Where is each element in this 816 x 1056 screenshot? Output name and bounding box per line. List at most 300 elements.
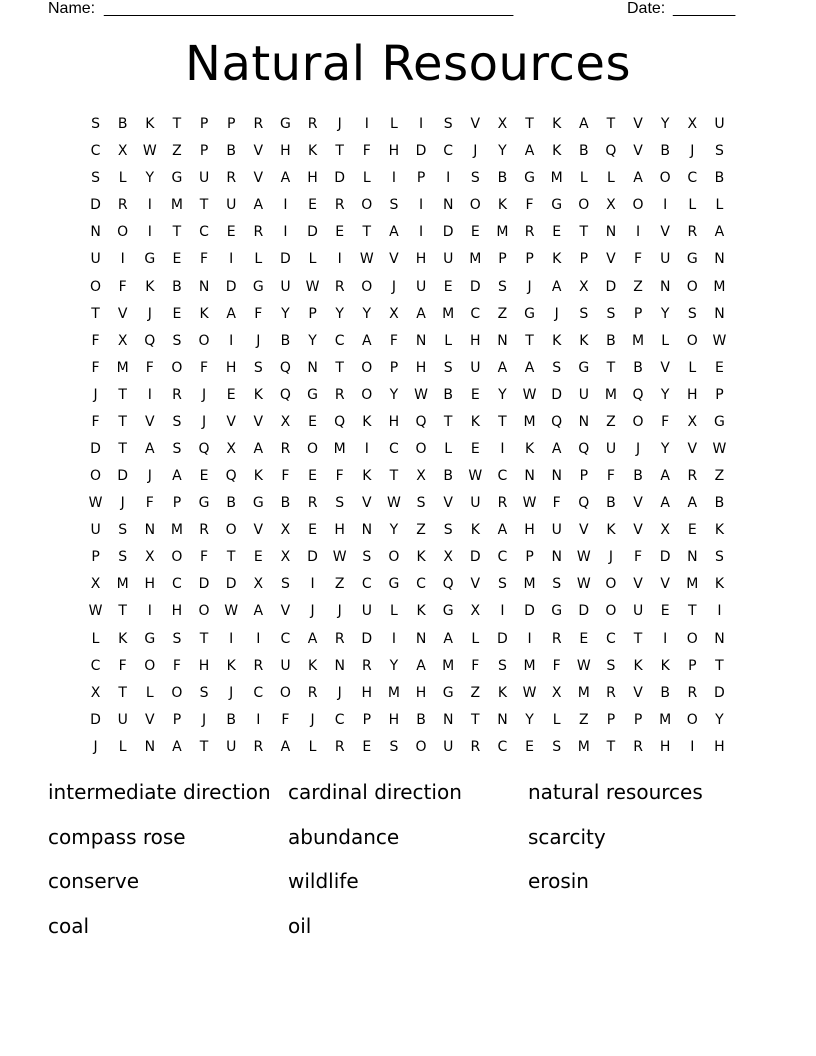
grid-letter: S: [335, 495, 345, 512]
grid-letter: E: [660, 603, 670, 620]
grid-letter: L: [308, 738, 317, 755]
grid-letter: O: [198, 332, 210, 349]
grid-letter: S: [606, 657, 616, 674]
grid-letter: Q: [415, 413, 427, 430]
grid-letter: S: [443, 359, 453, 376]
grid-letter: G: [307, 386, 318, 403]
grid-letter: J: [229, 684, 234, 701]
grid-letter: L: [552, 711, 561, 728]
grid-letter: Q: [551, 413, 563, 430]
grid-letter: C: [497, 549, 508, 566]
grid-letter: T: [525, 116, 534, 133]
grid-letter: L: [362, 170, 371, 187]
grid-letter: Q: [144, 332, 156, 349]
grid-letter: Z: [497, 305, 508, 322]
grid-letter: V: [470, 576, 481, 593]
grid-letter: X: [280, 522, 291, 539]
grid-letter: A: [172, 468, 182, 485]
grid-letter: N: [659, 278, 671, 295]
grid-letter: W: [88, 603, 103, 620]
grid-letter: J: [608, 549, 613, 566]
grid-letter: C: [280, 630, 291, 647]
grid-letter: I: [418, 116, 424, 133]
grid-letter: T: [606, 359, 616, 376]
grid-letter: M: [442, 657, 455, 674]
grid-letter: U: [198, 170, 210, 187]
grid-letter: I: [147, 603, 152, 620]
grid-letter: E: [362, 738, 372, 755]
grid-letter: X: [90, 684, 101, 701]
grid-letter: G: [524, 305, 535, 322]
grid-letter: K: [470, 522, 480, 539]
grid-row: [82, 463, 733, 490]
grid-letter: S: [579, 305, 589, 322]
grid-row: [82, 301, 733, 328]
grid-letter: N: [551, 549, 562, 566]
grid-letter: F: [91, 413, 100, 430]
grid-letter: M: [713, 278, 726, 295]
word-list-item: coal: [48, 913, 90, 938]
grid-letter: G: [551, 603, 563, 620]
grid-letter: Y: [660, 116, 670, 133]
grid-letter: I: [256, 630, 261, 647]
grid-letter: I: [391, 630, 396, 647]
grid-letter: S: [389, 738, 399, 755]
grid-letter: X: [389, 305, 399, 322]
grid-letter: E: [687, 522, 697, 539]
grid-letter: I: [256, 711, 261, 728]
grid-letter: L: [688, 359, 697, 376]
grid-letter: S: [118, 522, 128, 539]
grid-letter: D: [225, 576, 237, 593]
word-list-item: intermediate direction: [48, 780, 271, 804]
grid-letter: H: [280, 143, 291, 160]
grid-letter: W: [359, 251, 374, 268]
grid-row: [82, 246, 733, 273]
grid-letter: T: [443, 413, 453, 430]
grid-letter: X: [280, 549, 291, 566]
grid-letter: N: [334, 657, 345, 674]
grid-letter: Q: [578, 495, 590, 512]
grid-letter: F: [471, 657, 480, 674]
grid-letter: V: [633, 143, 643, 160]
grid-letter: O: [225, 522, 237, 539]
grid-letter: H: [334, 522, 345, 539]
grid-letter: A: [416, 305, 426, 322]
grid-letter: Y: [362, 305, 372, 322]
grid-letter: Z: [606, 413, 616, 430]
grid-letter: K: [253, 386, 263, 403]
grid-letter: M: [116, 359, 129, 376]
grid-letter: E: [525, 738, 534, 755]
grid-letter: C: [90, 657, 101, 674]
grid-letter: X: [117, 332, 128, 349]
grid-letter: G: [524, 170, 535, 187]
grid-letter: K: [199, 305, 209, 322]
grid-letter: A: [362, 332, 372, 349]
grid-letter: M: [523, 413, 536, 430]
grid-letter: A: [660, 495, 670, 512]
grid-letter: F: [200, 549, 209, 566]
grid-row: [82, 734, 733, 761]
grid-letter: P: [308, 305, 317, 322]
grid-letter: N: [361, 522, 373, 539]
grid-letter: Y: [715, 711, 724, 728]
grid-letter: V: [660, 576, 670, 593]
grid-letter: L: [308, 251, 317, 268]
grid-letter: B: [280, 332, 291, 349]
grid-letter: C: [497, 738, 508, 755]
grid-letter: B: [660, 684, 670, 701]
grid-row: [82, 111, 733, 138]
word-list-item: compass rose: [48, 824, 186, 849]
grid-letter: G: [442, 684, 454, 701]
grid-letter: N: [578, 413, 590, 430]
grid-row: [82, 165, 733, 192]
grid-letter: P: [199, 143, 209, 160]
grid-letter: V: [633, 495, 643, 512]
grid-letter: I: [147, 386, 152, 403]
grid-letter: B: [280, 495, 291, 512]
grid-letter: P: [688, 657, 697, 674]
date-label: Date:: [627, 0, 666, 17]
grid-letter: A: [389, 224, 399, 241]
grid-letter: B: [416, 711, 426, 728]
grid-letter: S: [91, 170, 100, 187]
grid-letter: V: [443, 495, 453, 512]
grid-letter: Q: [578, 440, 590, 457]
grid-letter: V: [579, 522, 589, 539]
grid-letter: X: [497, 116, 508, 133]
grid-letter: S: [280, 576, 290, 593]
grid-letter: R: [470, 738, 481, 755]
grid-row: [82, 598, 733, 625]
grid-letter: O: [117, 224, 129, 241]
grid-letter: K: [714, 576, 725, 593]
grid-letter: L: [390, 116, 398, 133]
grid-letter: I: [283, 224, 288, 241]
grid-letter: H: [415, 251, 427, 268]
grid-letter: I: [147, 197, 152, 214]
grid-row: [82, 192, 733, 219]
grid-letter: R: [334, 278, 345, 295]
grid-letter: O: [605, 603, 617, 620]
grid-letter: O: [279, 684, 291, 701]
grid-letter: U: [90, 251, 101, 268]
grid-letter: K: [416, 603, 426, 620]
grid-letter: T: [118, 413, 127, 430]
grid-letter: L: [607, 170, 615, 187]
grid-letter: W: [576, 576, 591, 593]
grid-letter: M: [604, 386, 617, 403]
grid-letter: W: [142, 143, 157, 160]
grid-letter: J: [310, 711, 315, 728]
grid-letter: F: [172, 657, 181, 674]
grid-letter: X: [687, 116, 698, 133]
grid-letter: H: [307, 170, 318, 187]
grid-letter: O: [686, 278, 698, 295]
grid-letter: I: [418, 197, 424, 214]
grid-letter: F: [335, 468, 344, 485]
grid-letter: D: [469, 549, 481, 566]
grid-letter: H: [225, 359, 237, 376]
grid-letter: K: [362, 468, 372, 485]
grid-letter: T: [199, 630, 209, 647]
grid-letter: P: [606, 711, 616, 728]
grid-letter: Z: [416, 522, 426, 539]
word-list-item: erosin: [528, 869, 589, 893]
grid-letter: W: [712, 440, 727, 457]
grid-letter: R: [633, 738, 643, 755]
grid-row: [82, 625, 733, 652]
grid-letter: O: [469, 197, 481, 214]
grid-letter: N: [497, 711, 508, 728]
grid-letter: N: [524, 468, 535, 485]
grid-letter: I: [229, 251, 234, 268]
grid-letter: L: [688, 197, 697, 214]
grid-letter: N: [198, 278, 210, 295]
grid-letter: R: [253, 224, 264, 241]
grid-letter: J: [527, 278, 532, 295]
grid-letter: F: [118, 278, 127, 295]
word-list-item: oil: [288, 913, 312, 938]
grid-letter: D: [225, 278, 237, 295]
grid-letter: S: [172, 630, 182, 647]
grid-letter: F: [634, 251, 643, 268]
grid-letter: X: [253, 576, 264, 593]
grid-letter: G: [714, 413, 725, 430]
grid-letter: G: [280, 116, 291, 133]
grid-letter: O: [686, 711, 698, 728]
grid-letter: H: [415, 359, 427, 376]
grid-letter: T: [199, 738, 209, 755]
grid-letter: T: [335, 359, 344, 376]
grid-letter: Y: [389, 657, 399, 674]
grid-letter: F: [200, 251, 209, 268]
grid-letter: T: [471, 711, 480, 728]
grid-letter: K: [552, 143, 562, 160]
grid-letter: A: [172, 738, 182, 755]
grid-letter: P: [633, 711, 643, 728]
grid-letter: T: [118, 684, 127, 701]
grid-row: [82, 653, 733, 680]
grid-row: [82, 490, 733, 517]
grid-letter: S: [552, 738, 562, 755]
grid-letter: F: [281, 468, 290, 485]
grid-letter: W: [576, 657, 591, 674]
grid-letter: F: [91, 332, 100, 349]
grid-letter: U: [632, 603, 644, 620]
grid-letter: S: [497, 576, 507, 593]
grid-letter: B: [226, 495, 236, 512]
grid-letter: X: [416, 468, 426, 485]
grid-letter: K: [307, 143, 318, 160]
grid-letter: J: [256, 332, 261, 349]
grid-letter: V: [253, 522, 264, 539]
grid-letter: C: [687, 170, 698, 187]
grid-letter: M: [442, 305, 455, 322]
grid-letter: D: [117, 468, 129, 485]
grid-row: [82, 680, 733, 707]
grid-letter: J: [337, 116, 342, 133]
grid-letter: I: [283, 197, 288, 214]
grid-letter: R: [307, 116, 318, 133]
grid-letter: C: [361, 576, 372, 593]
grid-row: [82, 355, 733, 382]
grid-letter: V: [362, 495, 372, 512]
grid-letter: S: [118, 549, 128, 566]
grid-letter: J: [201, 413, 207, 430]
grid-letter: V: [253, 143, 264, 160]
grid-letter: Y: [281, 305, 290, 322]
grid-letter: B: [226, 711, 236, 728]
grid-letter: I: [527, 630, 532, 647]
grid-letter: S: [714, 143, 724, 160]
grid-letter: X: [117, 143, 128, 160]
grid-letter: R: [687, 468, 698, 485]
grid-letter: K: [253, 468, 263, 485]
grid-letter: H: [198, 657, 210, 674]
grid-letter: T: [389, 468, 399, 485]
grid-letter: H: [171, 603, 183, 620]
grid-row: [82, 436, 733, 463]
grid-letter: O: [415, 440, 427, 457]
grid-letter: K: [660, 657, 670, 674]
grid-letter: N: [144, 738, 156, 755]
grid-letter: U: [551, 522, 562, 539]
grid-letter: S: [497, 278, 507, 295]
grid-letter: D: [524, 603, 535, 620]
grid-letter: D: [714, 684, 725, 701]
grid-letter: L: [254, 251, 263, 268]
grid-letter: T: [688, 603, 697, 620]
grid-letter: R: [253, 738, 264, 755]
grid-letter: K: [524, 440, 535, 457]
grid-letter: M: [170, 522, 183, 539]
grid-letter: B: [579, 143, 589, 160]
grid-letter: Z: [334, 576, 345, 593]
grid-letter: O: [171, 684, 183, 701]
grid-letter: K: [497, 684, 508, 701]
grid-letter: V: [145, 711, 155, 728]
grid-letter: S: [172, 332, 182, 349]
grid-letter: R: [334, 386, 345, 403]
grid-letter: J: [120, 495, 125, 512]
grid-letter: S: [199, 684, 209, 701]
grid-letter: R: [226, 170, 237, 187]
grid-letter: Z: [470, 684, 481, 701]
grid-letter: X: [443, 549, 453, 566]
grid-letter: U: [280, 278, 291, 295]
grid-letter: I: [229, 630, 234, 647]
grid-letter: G: [578, 359, 590, 376]
grid-letter: E: [308, 522, 317, 539]
grid-letter: S: [172, 440, 182, 457]
grid-letter: K: [470, 413, 480, 430]
grid-letter: B: [443, 386, 453, 403]
grid-letter: V: [660, 359, 670, 376]
grid-letter: Y: [498, 143, 507, 160]
grid-letter: E: [470, 224, 480, 241]
grid-letter: J: [554, 305, 559, 322]
grid-letter: F: [634, 549, 643, 566]
grid-letter: I: [391, 170, 396, 187]
grid-letter: S: [443, 522, 453, 539]
grid-letter: E: [308, 468, 317, 485]
grid-letter: O: [307, 440, 319, 457]
grid-letter: E: [335, 224, 345, 241]
grid-letter: P: [362, 711, 372, 728]
grid-letter: K: [552, 251, 562, 268]
grid-letter: L: [145, 684, 154, 701]
grid-letter: M: [469, 251, 482, 268]
grid-letter: Y: [389, 386, 399, 403]
grid-letter: E: [715, 359, 724, 376]
grid-letter: U: [578, 386, 589, 403]
grid-row: [82, 328, 733, 355]
grid-letter: A: [524, 143, 535, 160]
grid-letter: M: [523, 657, 536, 674]
grid-letter: Q: [279, 386, 291, 403]
grid-row: [82, 138, 733, 165]
grid-letter: T: [118, 386, 127, 403]
grid-letter: V: [633, 684, 643, 701]
grid-letter: T: [606, 116, 616, 133]
word-list-item: scarcity: [528, 824, 606, 849]
grid-row: [82, 544, 733, 571]
grid-letter: F: [661, 413, 670, 430]
grid-letter: U: [226, 197, 237, 214]
grid-letter: S: [552, 576, 562, 593]
grid-letter: H: [144, 576, 156, 593]
grid-letter: E: [443, 278, 453, 295]
grid-letter: Z: [714, 468, 725, 485]
grid-letter: R: [497, 495, 508, 512]
grid-letter: A: [687, 495, 698, 512]
grid-letter: O: [605, 576, 617, 593]
grid-letter: U: [714, 116, 725, 133]
grid-letter: B: [633, 468, 643, 485]
grid-letter: R: [253, 116, 264, 133]
grid-letter: N: [714, 630, 725, 647]
grid-letter: F: [145, 359, 154, 376]
grid-letter: T: [335, 143, 344, 160]
grid-letter: P: [389, 359, 399, 376]
grid-letter: X: [551, 684, 562, 701]
grid-letter: T: [498, 413, 507, 430]
grid-letter: X: [660, 522, 670, 539]
grid-letter: Y: [498, 386, 507, 403]
grid-letter: P: [172, 711, 182, 728]
grid-letter: D: [307, 224, 318, 241]
grid-letter: F: [525, 197, 534, 214]
grid-letter: I: [310, 576, 315, 593]
grid-letter: W: [576, 549, 591, 566]
grid-letter: D: [280, 251, 291, 268]
grid-letter: D: [90, 197, 101, 214]
grid-letter: V: [660, 224, 670, 241]
grid-letter: O: [144, 657, 156, 674]
grid-letter: M: [659, 711, 672, 728]
grid-letter: Q: [632, 386, 644, 403]
grid-letter: D: [578, 603, 590, 620]
grid-letter: E: [308, 197, 317, 214]
grid-letter: D: [659, 549, 671, 566]
grid-letter: M: [550, 170, 563, 187]
grid-letter: P: [579, 251, 589, 268]
grid-letter: J: [93, 386, 98, 403]
grid-letter: Q: [279, 359, 291, 376]
